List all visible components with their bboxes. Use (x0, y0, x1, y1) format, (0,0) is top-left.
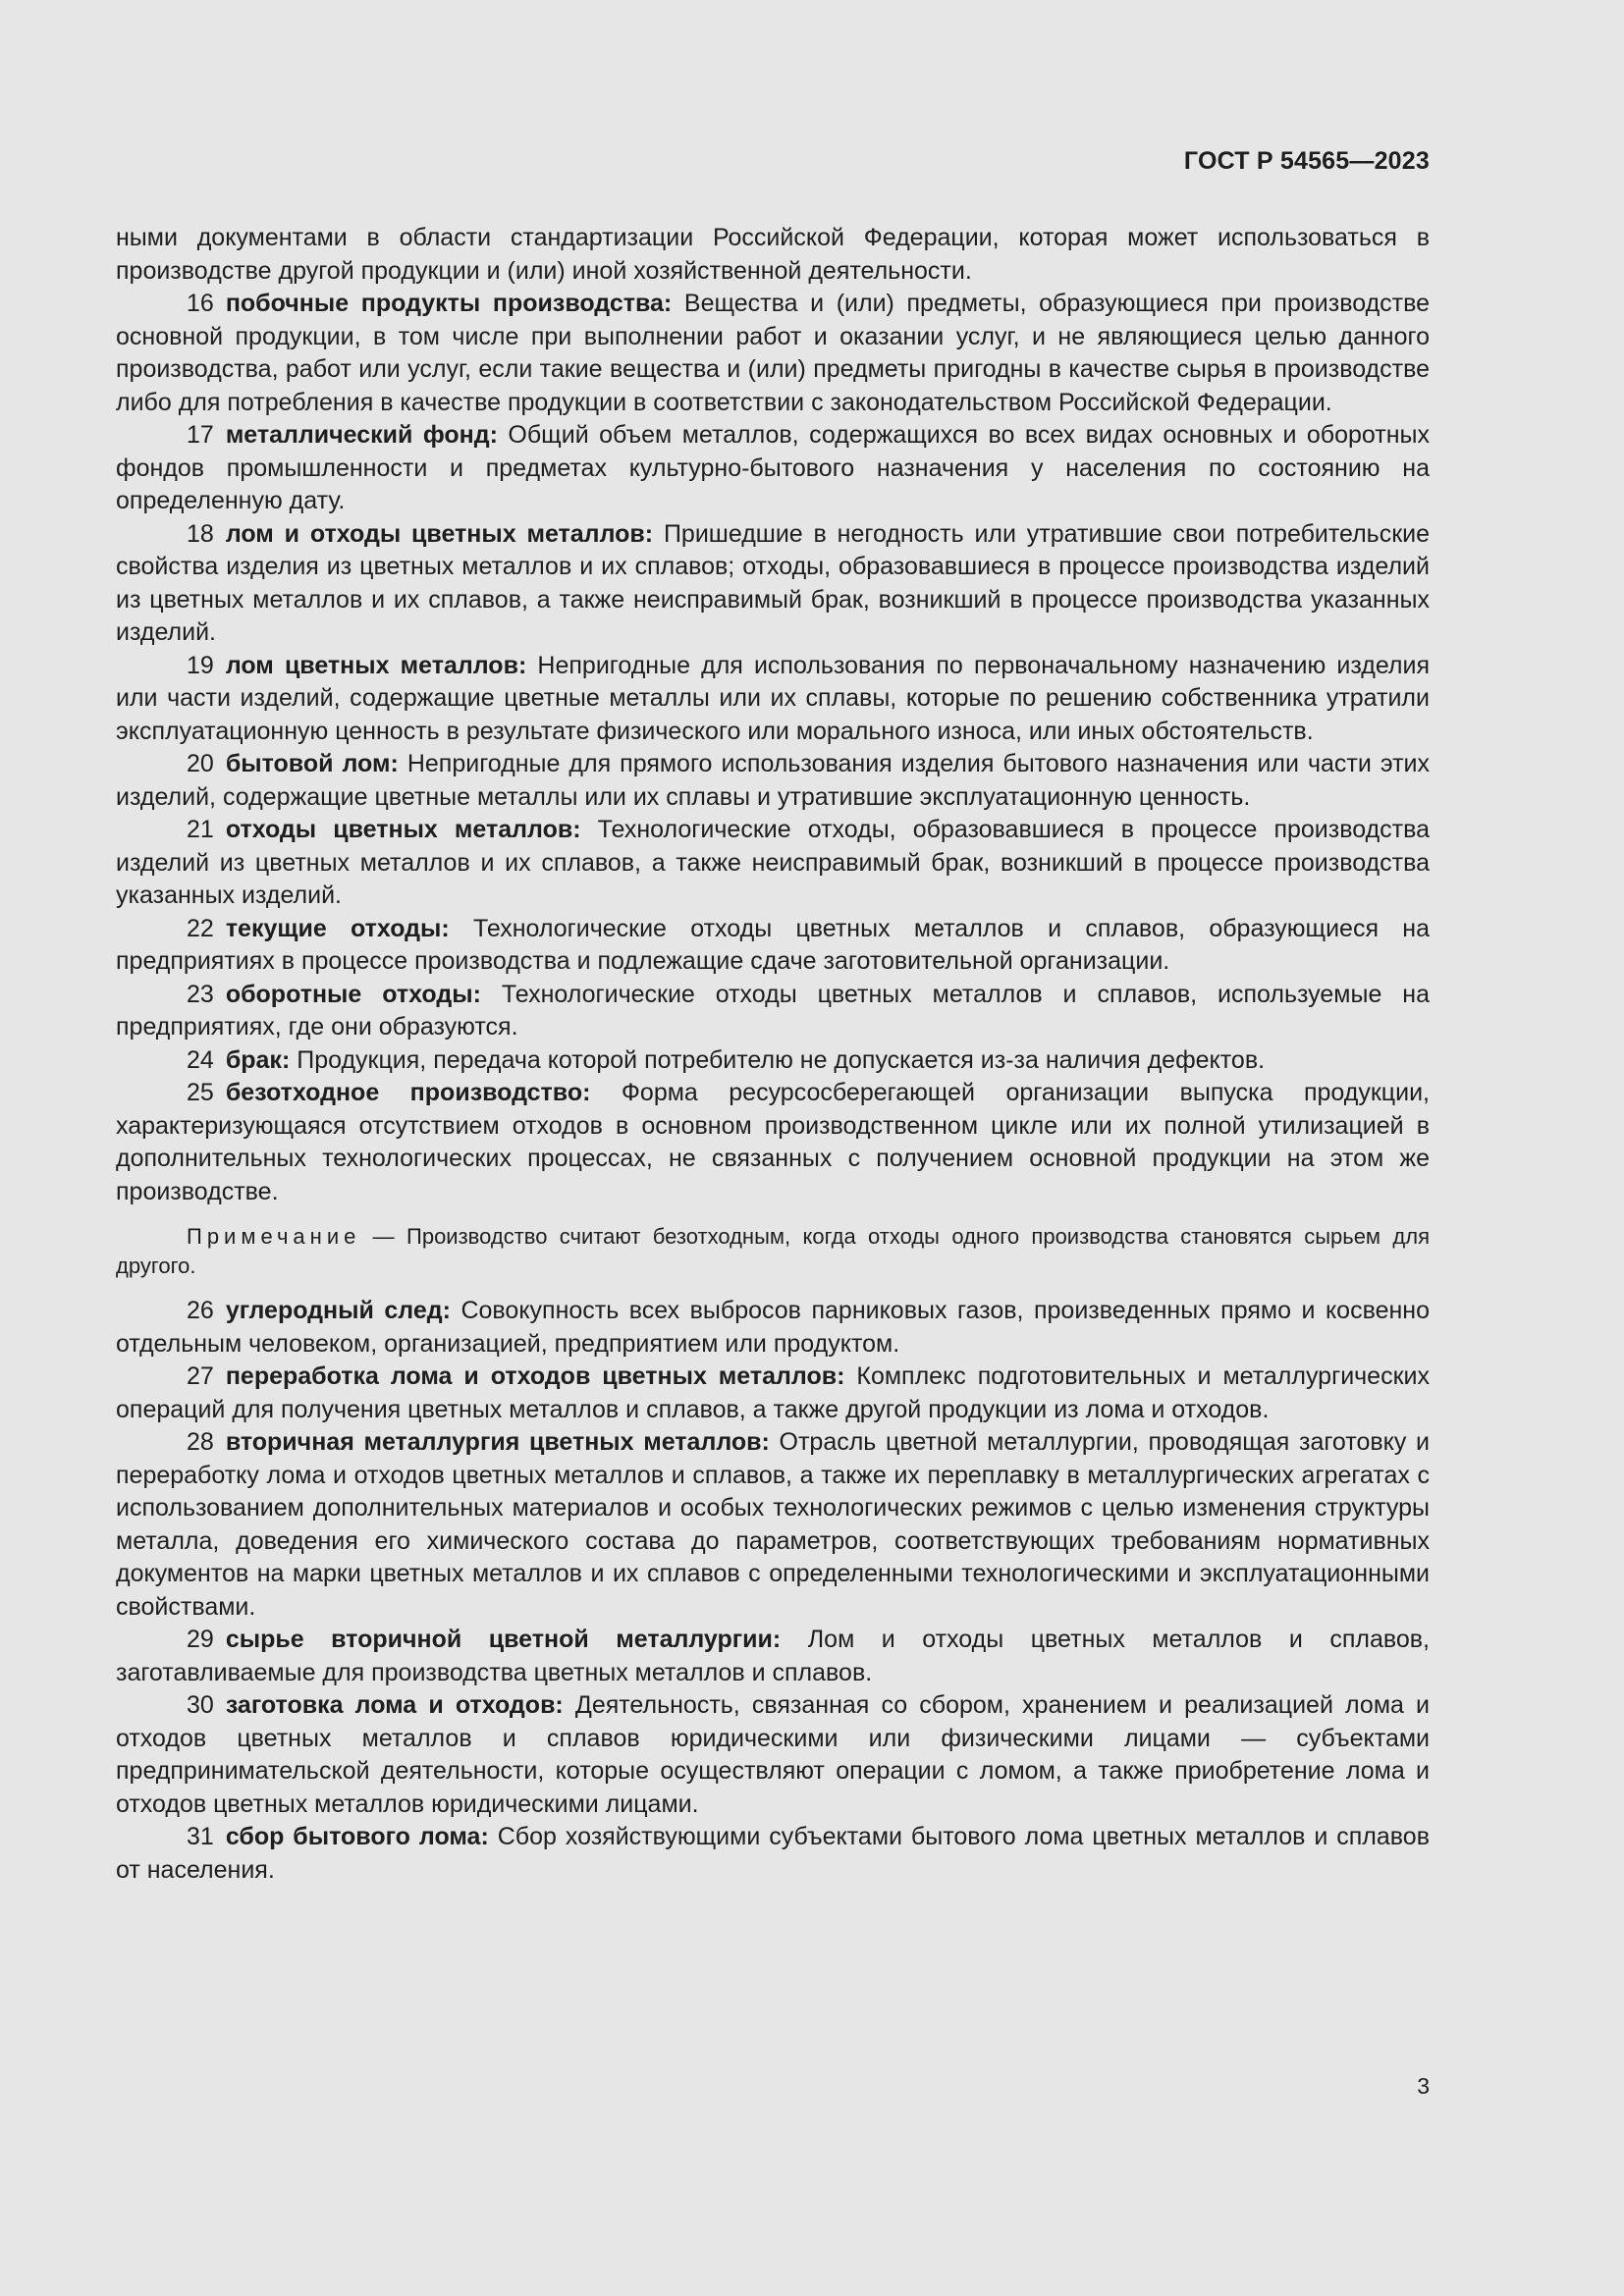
term-entry (116, 650, 1430, 749)
term-entry (116, 1044, 1430, 1078)
term-title: переработка лома и отходов цветных металлов: (225, 1362, 845, 1390)
term-definition: Технологические отходы, образовавшиеся в процессе производства изделий из цветных металлов и их сплавов, а также неисправимый брак, возникший в процессе производства указанных изделий. (116, 816, 1431, 909)
term-title: металлический фонд: (225, 421, 498, 449)
term-definition: Комплекс подготовительных и металлургических операций для получения цветных металлов и сплавов, а также другой продукции из лома и отходов. (116, 1362, 1430, 1423)
term-entry (116, 1426, 1430, 1624)
term-definition: Деятельность, связанная со сбором, хранением и реализацией лома и отходов цветных металлов и сплавов юридическими или физическими лицами — субъектами предпринимательской деятельности, которые осуществляют операции с ломом, а также приобретение лома и отходов цветных металлов юридическими лицами. (116, 1691, 1430, 1818)
term-entry (116, 979, 1430, 1044)
term-definition: Технологические отходы цветных металлов и сплавов, используемые на предприятиях, где они образуются. (116, 980, 1431, 1041)
term-entry (116, 1624, 1430, 1689)
term-entry (116, 419, 1430, 518)
term-definition: Отрасль цветной металлургии, проводящая заготовку и переработку лома и отходов цветных металлов и сплавов, а также их переплавку в металлургических агрегатах с использованием дополнительных материалов и особых технологических режимов с целью изменения структуры металла, доведения его химического состава до параметров, соответствующих требованиям нормативных документов на марки цветных металлов и их сплавов с определенными технологическими и эксплуатационными свойствами. (116, 1428, 1430, 1621)
term-definition: Совокупность всех выбросов парниковых газов, произведенных прямо и косвенно отдельным человеком, организацией, предприятием или продуктом. (116, 1297, 1430, 1358)
term-title: заготовка лома и отходов: (225, 1691, 564, 1719)
term-entry (116, 1689, 1430, 1821)
term-title: лом цветных металлов: (225, 651, 527, 679)
term-number: 21 (187, 816, 214, 843)
term-definition: Общий объем металлов, содержащихся во всех видах основных и оборотных фондов промышленности и предметах культурно-бытового назначения у населения по состоянию на определенную дату. (116, 421, 1430, 514)
term-number: 22 (187, 914, 214, 942)
document-header: ГОСТ Р 54565—2023 (1183, 147, 1430, 175)
term-number: 26 (187, 1297, 214, 1324)
terms-list (116, 288, 1430, 1208)
term-title: текущие отходы: (225, 914, 450, 942)
terms-list (116, 1295, 1430, 1887)
term-title: брак: (225, 1045, 291, 1074)
term-number: 25 (187, 1079, 214, 1106)
term-entry (116, 518, 1430, 650)
term-definition: Вещества и (или) предметы, образующиеся при производстве основной продукции, в том числе при выполнении работ и оказании услуг, и не являющиеся целью данного производства, работ или услуг, если такие вещества и (или) предметы пригодны в качестве сырья в производстве либо для потребления в качестве продукции в соответствии с законодательством Российской Федерации. (116, 290, 1431, 416)
note-paragraph (116, 1222, 1430, 1281)
term-title: оборотные отходы: (225, 980, 481, 1008)
term-number: 24 (187, 1045, 214, 1074)
term-entry (116, 1821, 1430, 1887)
term-title: безотходное производство: (225, 1079, 591, 1106)
term-number: 20 (187, 750, 214, 777)
term-title: сырье вторичной цветной металлургии: (225, 1626, 782, 1653)
term-number: 28 (187, 1428, 214, 1456)
term-definition: Сбор хозяйствующими субъектами бытового лома цветных металлов и сплавов от населения. (116, 1823, 1430, 1884)
term-number: 27 (187, 1362, 214, 1390)
term-number: 31 (187, 1823, 214, 1850)
term-entry (116, 748, 1430, 814)
term-number: 30 (187, 1691, 214, 1719)
term-definition: Лом и отходы цветных металлов и сплавов, заготавливаемые для производства цветных металлов и сплавов. (116, 1626, 1431, 1686)
term-definition: Непригодные для прямого использования изделия бытового назначения или части этих изделий, содержащие цветные металлы или их сплавы и утратившие эксплуатационную ценность. (116, 750, 1430, 811)
term-title: углеродный след: (225, 1297, 451, 1324)
term-number: 29 (187, 1626, 214, 1653)
term-entry (116, 1295, 1430, 1361)
term-entry (116, 1077, 1430, 1208)
term-title: лом и отходы цветных металлов: (225, 519, 654, 548)
term-entry (116, 1361, 1430, 1426)
term-number: 16 (187, 290, 214, 317)
term-number: 18 (187, 519, 214, 548)
term-definition: Форма ресурсосберегающей организации выпуска продукции, характеризующаяся отсутствием отходов в основном производственном цикле или их полной утилизацией в дополнительных технологических процессах, не связанных с получением основной продукции на этом же производстве. (116, 1079, 1430, 1205)
term-definition: Технологические отходы цветных металлов и сплавов, образующиеся на предприятиях в процессе производства и подлежащие сдаче заготовительной организации. (116, 914, 1430, 975)
page-number: 3 (1417, 2073, 1430, 2099)
term-definition: Непригодные для использования по первоначальному назначению изделия или части изделий, содержащие цветные металлы или их сплавы, которые по решению собственника утратили эксплуатационную ценность в результате физического или морального износа, или иных обстоятельств. (116, 651, 1430, 745)
note-text: — Производство считают безотходным, когда отходы одного производства становятся сырьем для другого. (116, 1224, 1430, 1278)
term-number: 17 (187, 421, 214, 449)
term-title: побочные продукты производства: (225, 290, 673, 317)
term-definition: Продукция, передача которой потребителю не допускается из-за наличия дефектов. (297, 1045, 1266, 1074)
note-label: Примечание (187, 1224, 361, 1249)
term-entry (116, 913, 1430, 979)
term-title: вторичная металлургия цветных металлов: (225, 1428, 770, 1456)
term-definition: Пришедшие в негодность или утратившие свои потребительские свойства изделия из цветных металлов и их сплавов; отходы, образовавшиеся в процессе производства изделий из цветных металлов и их сплавов, а также неисправимый брак, возникший в процессе производства указанных изделий. (116, 519, 1431, 646)
term-number: 23 (187, 980, 214, 1008)
term-title: сбор бытового лома: (225, 1823, 489, 1850)
continuation-paragraph: ными документами в области стандартизации Российской Федерации, которая может использоваться в производстве другой продукции и (или) иной хозяйственной деятельности. (116, 224, 1430, 285)
term-title: бытовой лом: (225, 750, 399, 777)
term-entry (116, 288, 1430, 419)
document-body (116, 222, 1430, 1887)
term-number: 19 (187, 651, 214, 679)
term-title: отходы цветных металлов: (225, 816, 581, 843)
term-entry (116, 814, 1430, 913)
